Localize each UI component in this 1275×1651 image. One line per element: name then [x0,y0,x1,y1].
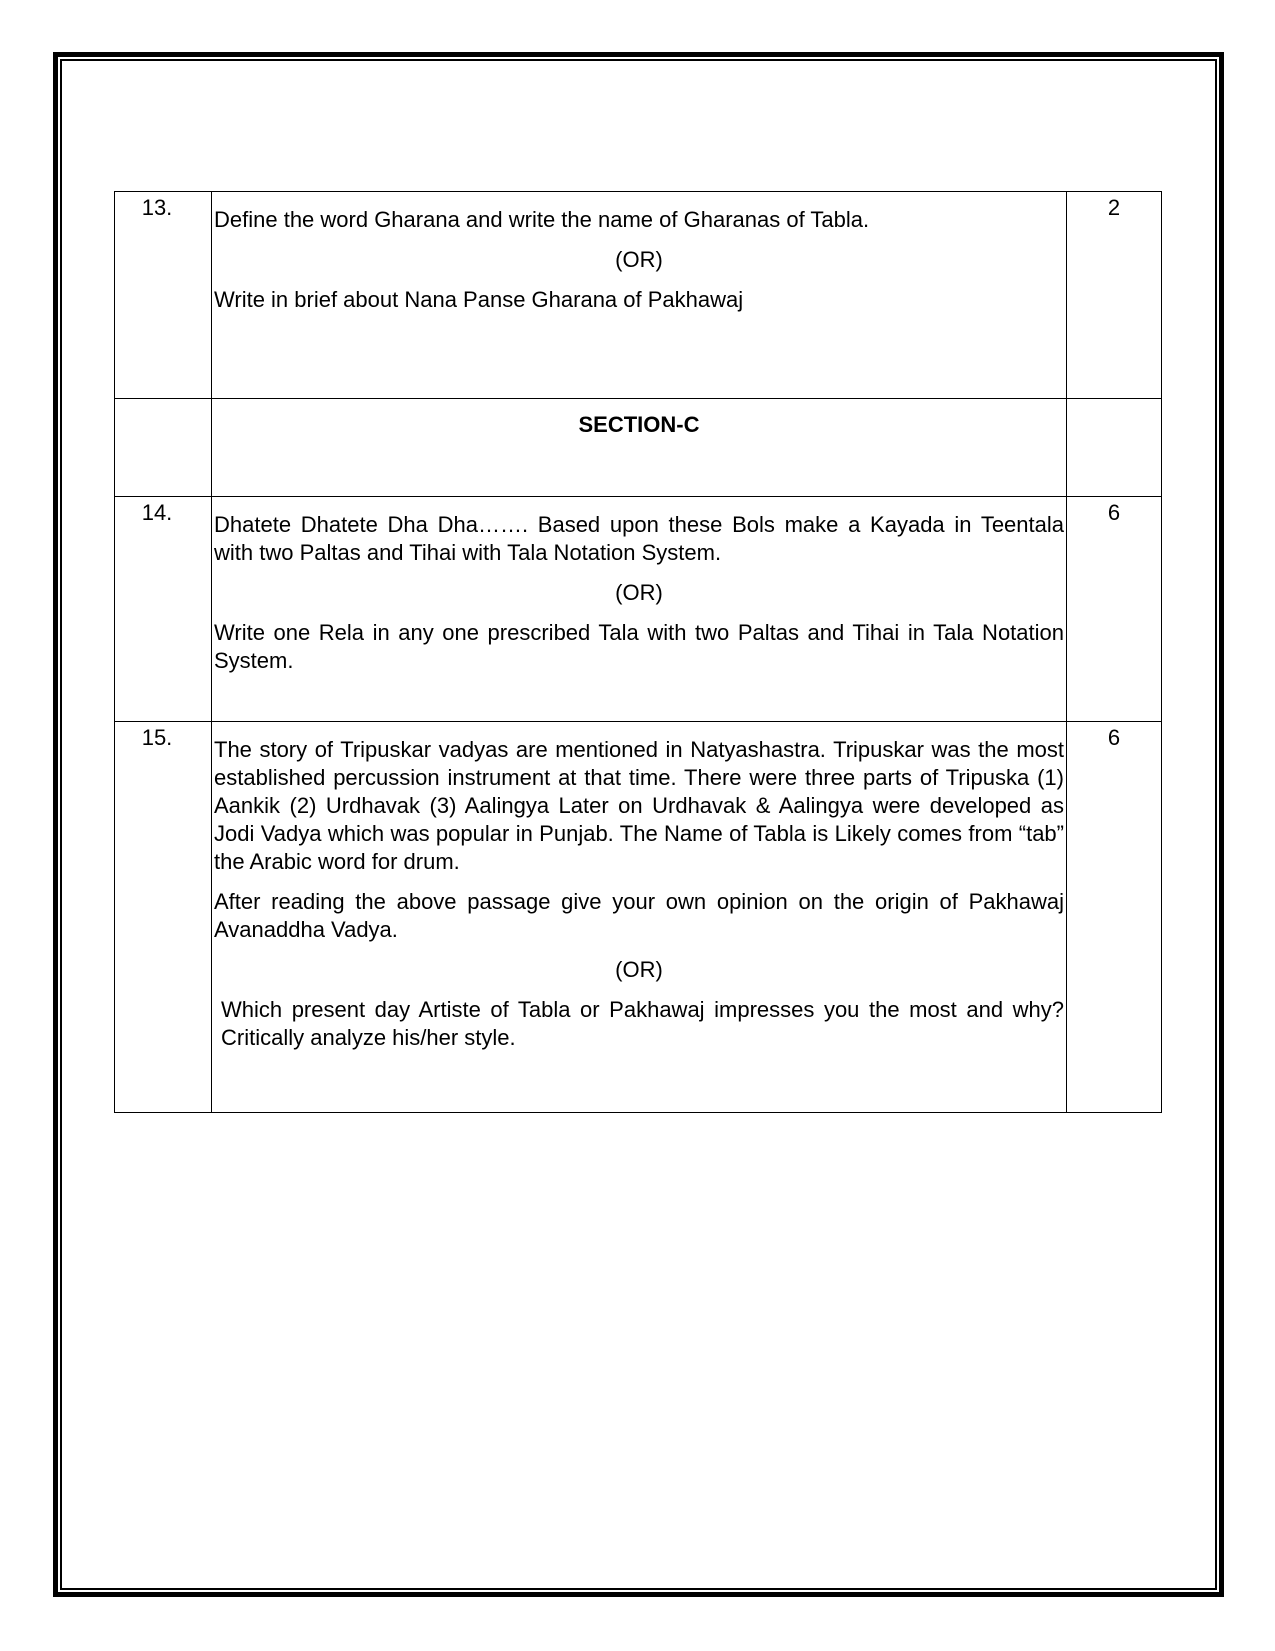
empty-marks-cell [1067,399,1162,497]
question-number: 14. [115,497,212,722]
question-row-14 [115,497,1162,722]
question-paragraph: Which present day Artiste of Tabla or Pakhawaj impresses you the most and why? Critically analyze his/her style. [221,997,1064,1050]
question-text [212,497,1067,722]
question-row-13 [115,192,1162,399]
question-table [114,191,1162,1113]
question-text [212,722,1067,1113]
question-paragraph: The story of Tripuskar vadyas are mentioned in Natyashastra. Tripuskar was the most established percussion instrument at that time. There were three parts of Tripuska (1) Aankik (2) Urdhavak (3) Aalingya Later on Urdhavak & Aalingya were developed as Jodi Vadya which was popular in Punjab. The Name of Tabla is Likely comes from “tab” the Arabic word for drum. [214,737,1064,874]
question-paragraph: Define the word Gharana and write the name of Gharanas of Tabla. [214,207,870,232]
question-number: 15. [115,722,212,1113]
empty-number-cell [115,399,212,497]
question-paragraph: Write in brief about Nana Panse Gharana of Pakhawaj [214,287,744,312]
question-paragraph: Write one Rela in any one prescribed Tala with two Paltas and Tihai in Tala Notation System. [214,620,1064,673]
question-number: 13. [115,192,212,399]
question-row-15 [115,722,1162,1113]
question-marks: 6 [1067,722,1162,1113]
question-text [212,192,1067,399]
or-separator: (OR) [615,957,663,982]
section-title: SECTION-C [212,399,1067,497]
question-marks: 2 [1067,192,1162,399]
question-marks: 6 [1067,497,1162,722]
section-row [115,399,1162,497]
or-separator: (OR) [615,580,663,605]
or-separator: (OR) [615,247,663,272]
question-paragraph: After reading the above passage give your own opinion on the origin of Pakhawaj Avanaddha Vadya. [214,889,1064,942]
question-paragraph: Dhatete Dhatete Dha Dha……. Based upon these Bols make a Kayada in Teentala with two Paltas and Tihai with Tala Notation System. [214,512,1064,565]
